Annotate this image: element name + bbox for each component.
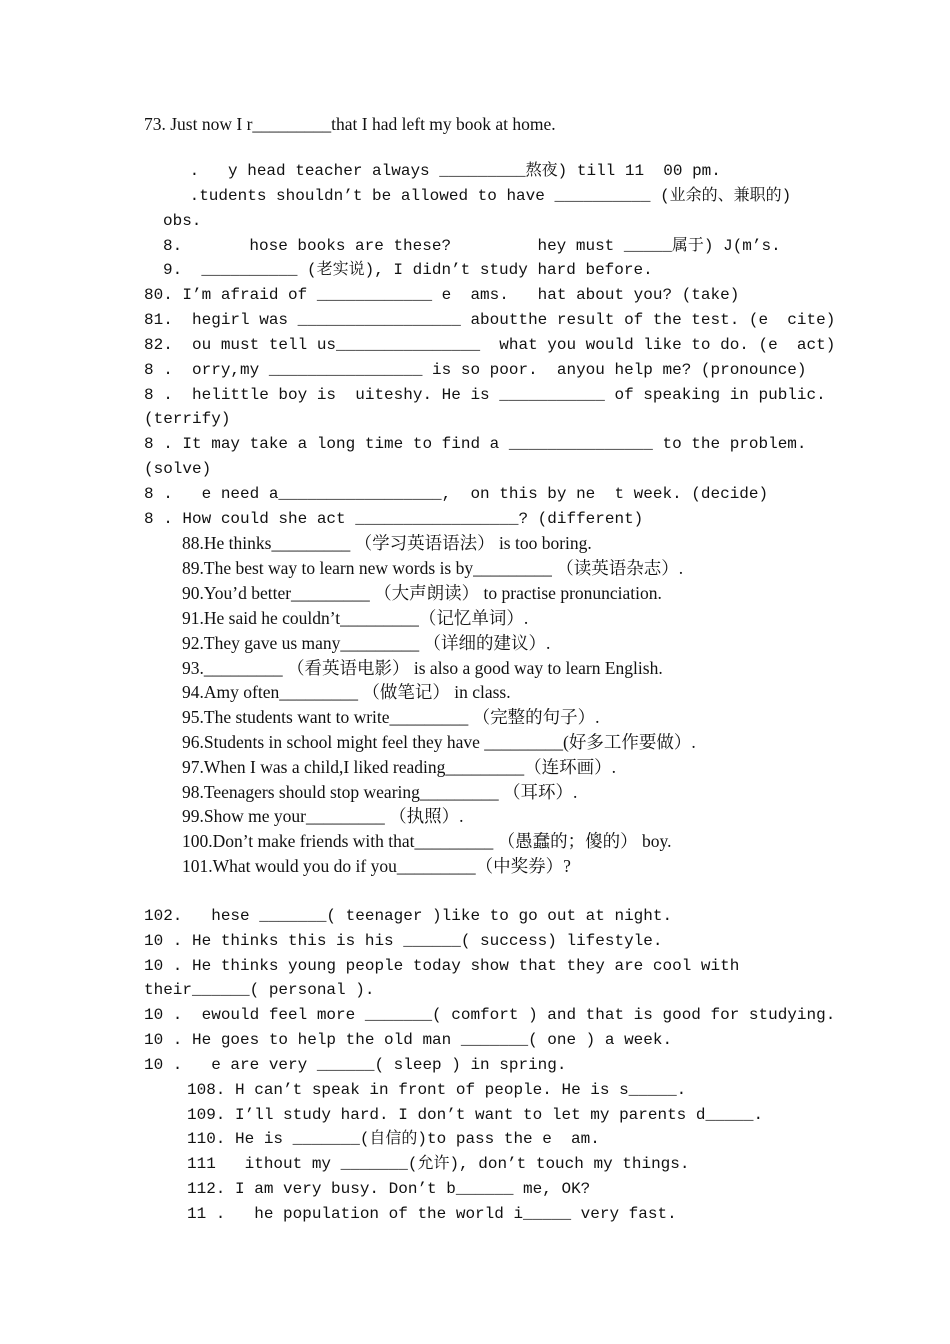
- line-104: 10 . He thinks young people today show that they are cool with: [144, 957, 740, 975]
- line-85: 8 . It may take a long time to find a _______________ to the problem.: [144, 435, 807, 453]
- line-103: 10 . He thinks this is his ______( success) lifestyle.: [144, 932, 663, 950]
- line-91: 91.He said he couldn’t_________（记忆单词）.: [182, 608, 529, 628]
- line-89: 89.The best way to learn new words is by_________ （读英语杂志）.: [182, 558, 684, 578]
- line-79: 9. __________ (老实说), I didn’t study hard before.: [163, 261, 653, 279]
- line-80: 80. I’m afraid of ____________ e ams. hat about you? (take): [144, 286, 740, 304]
- line-107: 10 . e are very ______( sleep ) in spring.: [144, 1056, 567, 1074]
- line-82: 82. ou must tell us_______________ what you would like to do. (e act): [144, 336, 836, 354]
- line-75: .tudents shouldn’t be allowed to have __________ (业余的、兼职的): [180, 187, 792, 205]
- line-84-cont: (terrify): [144, 410, 231, 428]
- line-110: 110. He is _______(自信的)to pass the e am.: [187, 1130, 600, 1148]
- line-106: 10 . He goes to help the old man _______( one ) a week.: [144, 1031, 673, 1049]
- line-101: 101.What would you do if you_________（中奖券）?: [182, 856, 571, 876]
- line-109: 109. I’ll study hard. I don’t want to let my parents d_____.: [187, 1106, 764, 1124]
- line-112: 112. I am very busy. Don’t b______ me, OK?: [187, 1180, 591, 1198]
- line-83: 8 . orry,my ________________ is so poor. anyou help me? (pronounce): [144, 361, 807, 379]
- line-87: 8 . How could she act _________________? (different): [144, 510, 644, 528]
- line-88: 88.He thinks_________ （学习英语语法） is too boring.: [182, 533, 592, 553]
- line-111: 111 ithout my _______(允许), don’t touch my things.: [187, 1155, 690, 1173]
- line-99: 99.Show me your_________ （执照）.: [182, 806, 464, 826]
- line-85-cont: (solve): [144, 460, 212, 478]
- line-90: 90.You’d better_________ （大声朗读） to practise pronunciation.: [182, 583, 662, 603]
- line-81: 81. hegirl was _________________ aboutthe result of the test. (e cite): [144, 311, 836, 329]
- line-105: 10 . ewould feel more _______( comfort ) and that is good for studying.: [144, 1006, 836, 1024]
- line-95: 95.The students want to write_________ （完整的句子）.: [182, 707, 600, 727]
- line-74: . y head teacher always _________熬夜) till 11 00 pm.: [180, 162, 721, 180]
- line-75-cont: obs.: [163, 212, 202, 230]
- line-84: 8 . helittle boy is uiteshy. He is ___________ of speaking in public.: [144, 386, 826, 404]
- line-108: 108. H can’t speak in front of people. He is s_____.: [187, 1081, 687, 1099]
- line-92: 92.They gave us many_________ （详细的建议）.: [182, 633, 551, 653]
- line-113: 11 . he population of the world i_____ very fast.: [187, 1205, 677, 1223]
- line-73: 73. Just now I r_________that I had left my book at home.: [144, 114, 556, 134]
- line-94: 94.Amy often_________ （做笔记） in class.: [182, 682, 511, 702]
- line-100: 100.Don’t make friends with that_________ （愚蠢的；傻的） boy.: [182, 831, 672, 851]
- line-96: 96.Students in school might feel they have _________(好多工作要做）.: [182, 732, 696, 752]
- line-98: 98.Teenagers should stop wearing_________ （耳环）.: [182, 782, 578, 802]
- line-104-cont: their______( personal ).: [144, 981, 375, 999]
- line-86: 8 . e need a_________________, on this by ne t week. (decide): [144, 485, 769, 503]
- line-78: 8. hose books are these? hey must _____属于) J(m’s.: [163, 237, 781, 255]
- line-93: 93._________ （看英语电影） is also a good way to learn English.: [182, 658, 663, 678]
- line-97: 97.When I was a child,I liked reading_________（连环画）.: [182, 757, 617, 777]
- line-102: 102. hese _______( teenager )like to go out at night.: [144, 907, 673, 925]
